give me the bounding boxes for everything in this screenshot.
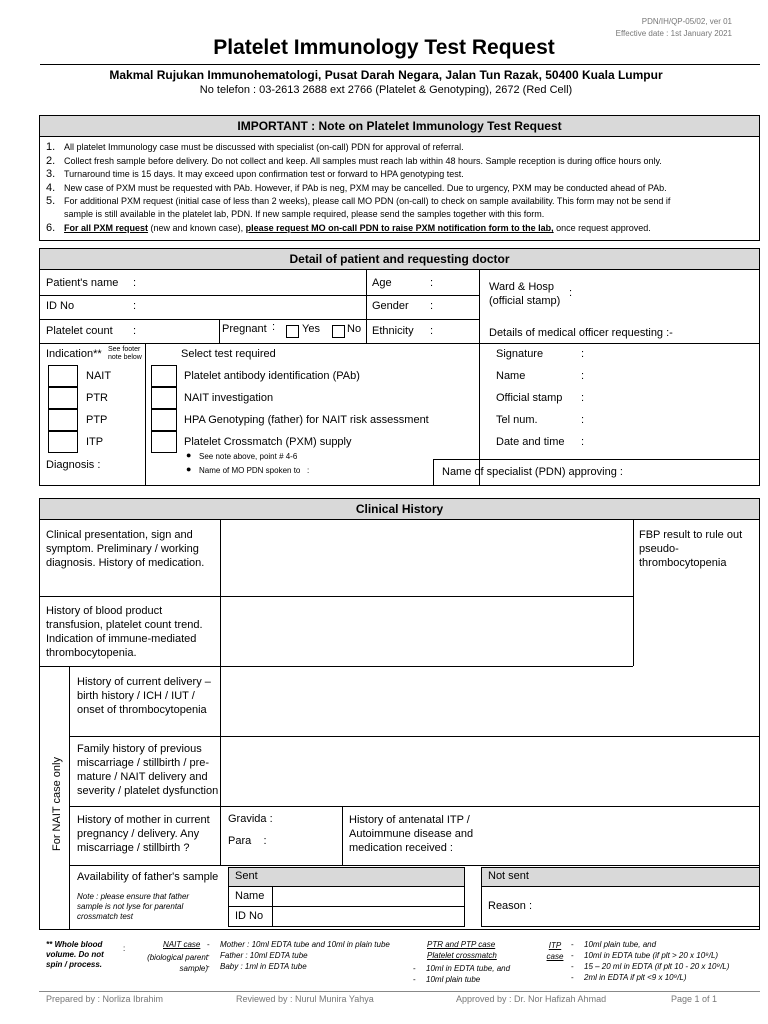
nait-baby-sample: Baby : 1ml in EDTA tube (220, 962, 307, 971)
pregnant-no-label: No (347, 323, 362, 335)
father-id-label: ID No (235, 910, 264, 922)
dash: - (571, 973, 574, 982)
nait-father-sample: Father : 10ml EDTA tube (220, 951, 308, 960)
indication-ptp-checkbox[interactable] (48, 409, 78, 431)
specialist-approving-label: Name of specialist (PDN) approving : (442, 466, 623, 478)
family-history-label: Family history of previous miscarriage / stillbirth / pre-mature / NAIT delivery and severity / platelet dysfunction (77, 743, 219, 797)
test-nait-checkbox[interactable] (151, 387, 177, 409)
mo-date-label: Date and time (496, 436, 565, 448)
platelet-count-label: Platelet count (46, 325, 113, 337)
prepared-by: Prepared by : Norliza Ibrahim (46, 994, 164, 1004)
nait-only-wrapper (46, 757, 66, 851)
effective-date: Effective date : 1st January 2021 (615, 29, 732, 38)
colon: : (272, 321, 276, 333)
colon: : (430, 277, 434, 289)
father-name-input[interactable] (273, 887, 464, 906)
important-item: 6. For all PXM request (new and known case), please request MO on-call PDN to raise PXM notification form to the lab, once request approved. (46, 222, 651, 234)
mo-name-label: Name (496, 370, 526, 382)
reason-label: Reason : (488, 900, 533, 912)
bullet-icon: ● (186, 464, 192, 474)
important-item: 5. For additional PXM request (initial case of less than 2 weeks), please call MO PDN (on-call) to check on sample availability. This form may not be send if (46, 195, 671, 207)
test-pxm-label: Platelet Crossmatch (PXM) supply (184, 436, 352, 448)
father-sample-note: Note : please ensure that father sample is not lyse for parental crossmatch test (77, 892, 190, 921)
ptr-ptp-case-label: PTR and PTP case (427, 940, 496, 949)
important-item: 4. New case of PXM must be requested with PAb. However, if PAb is neg, PXM may be cancelled. Due to urgency, PXM may be conducted ahead of PAb. (46, 181, 667, 194)
lab-address: Makmal Rujukan Immunohematologi, Pusat Darah Negara, Jalan Tun Razak, 50400 Kuala Lumpur (109, 68, 663, 82)
indication-nait-checkbox[interactable] (48, 365, 78, 387)
colon: : (133, 325, 137, 337)
test-hpa-label: HPA Genotyping (father) for NAIT risk assessment (184, 414, 429, 426)
biological-parent-label: (biological parent sample) (147, 953, 208, 973)
colon: : (307, 466, 310, 475)
test-pab-checkbox[interactable] (151, 365, 177, 387)
whole-blood-note: ** Whole blood volume. Do not spin / process. (46, 940, 104, 969)
para-label: Para : (228, 835, 267, 847)
itp-case-label: ITP case (546, 941, 564, 961)
colon: : (581, 414, 585, 426)
platelet-crossmatch-label: Platelet crossmatch (427, 951, 497, 960)
patient-name-label: Patient's name (46, 277, 119, 289)
mo-stamp-label: Official stamp (496, 392, 563, 404)
dash: - (207, 940, 210, 949)
blood-product-history-label: History of blood product transfusion, platelet count trend. Indication of immune-mediated thrombocytopenia. (46, 605, 203, 659)
nait-case-label: NAIT case (163, 940, 201, 949)
father-id-input[interactable] (273, 907, 464, 926)
bullet-icon: ● (186, 450, 192, 460)
age-label: Age (372, 277, 392, 289)
colon: : (569, 287, 573, 299)
ptr-edta-sample: 10ml in EDTA tube, and (426, 964, 511, 973)
dash: - (413, 975, 416, 984)
reviewed-by: Reviewed by : Nurul Munira Yahya (236, 994, 374, 1004)
not-sent-label[interactable]: Not sent (488, 870, 529, 882)
sent-label[interactable]: Sent (235, 870, 258, 882)
father-name-label: Name (235, 890, 265, 902)
colon: : (581, 436, 585, 448)
page-number: Page 1 of 1 (671, 994, 718, 1004)
page-title: Platelet Immunology Test Request (213, 36, 555, 59)
father-sample-label: Availability of father's sample (77, 871, 219, 883)
important-heading: IMPORTANT : Note on Platelet Immunology Test Request (237, 119, 562, 133)
important-item: 3. Turnaround time is 15 days. It may exceed upon confirmation test or forward to HPA genotyping test. (46, 168, 464, 180)
pregnant-label: Pregnant (222, 323, 267, 335)
indication-ptr-checkbox[interactable] (48, 387, 78, 409)
pregnant-no-checkbox[interactable] (332, 325, 345, 338)
patient-heading: Detail of patient and requesting doctor (289, 252, 510, 266)
nait-mother-sample: Mother : 10ml EDTA tube and 10ml in plain tube (220, 940, 390, 949)
test-pab-label: Platelet antibody identification (PAb) (184, 370, 360, 382)
dash: - (207, 951, 210, 960)
mother-history-label: History of mother in current pregnancy / delivery. Any miscarriage / stillbirth ? (77, 814, 210, 854)
itp-edta-low: 2ml in EDTA if plt <9 x 10⁹/L) (584, 973, 687, 982)
colon: : (123, 944, 126, 953)
indication-ptr-label: PTR (86, 392, 108, 404)
gravida-label: Gravida : (228, 813, 273, 825)
select-test-label: Select test required (181, 348, 276, 360)
indication-label: Indication** (46, 348, 102, 360)
itp-plain-sample: 10ml plain tube, and (584, 940, 657, 949)
indication-itp-checkbox[interactable] (48, 431, 78, 453)
important-list (46, 141, 756, 236)
dash: - (207, 962, 210, 971)
mo-signature-label: Signature (496, 348, 544, 360)
important-item: 1. All platelet Immunology case must be discussed with specialist (on-call) PDN for approval of referral. (46, 141, 464, 153)
ethnicity-label: Ethnicity (372, 325, 414, 337)
fbp-result-label: FBP result to rule out pseudo-thrombocytopenia (639, 529, 743, 569)
important-item: sample is still available in the platelet lab, PDN. If new sample required, please send the samples together with this form. (64, 208, 545, 219)
indication-ptp-label: PTP (86, 414, 108, 426)
colon: : (133, 300, 137, 312)
sent-header (228, 867, 465, 887)
lab-phone: No telefon : 03-2613 2688 ext 2766 (Platelet & Genotyping), 2672 (Red Cell) (199, 84, 573, 96)
doc-reference: PDN/IH/QP-05/02, ver 01 (641, 17, 732, 26)
footer-note-ref: See footer note below (108, 346, 142, 361)
colon: : (133, 277, 137, 289)
dash: - (571, 951, 574, 960)
ward-hosp-label: Ward & Hosp (489, 281, 555, 293)
test-pxm-checkbox[interactable] (151, 431, 177, 453)
mo-tel-label: Tel num. (496, 414, 538, 426)
test-hpa-checkbox[interactable] (151, 409, 177, 431)
itp-edta-mid: 15 – 20 ml in EDTA (if plt 10 - 20 x 10⁹/L) (584, 962, 730, 971)
colon: : (581, 370, 585, 382)
pregnant-yes-checkbox[interactable] (286, 325, 299, 338)
important-item: 2. Collect fresh sample before delivery. Do not collect and keep. All samples must reach lab within 48 hours. Sample reception is during office hours only. (46, 154, 662, 167)
note-point-4-6: See note above, point # 4-6 (199, 452, 298, 461)
gender-label: Gender (372, 300, 409, 312)
antenatal-history-label: History of antenatal ITP / Autoimmune disease and medication received : (349, 814, 474, 854)
test-nait-label: NAIT investigation (184, 392, 274, 404)
indication-nait-label: NAIT (86, 370, 112, 382)
colon: : (581, 348, 585, 360)
colon: : (430, 300, 434, 312)
approved-by: Approved by : Dr. Nor Hafizah Ahmad (456, 994, 607, 1004)
dash: - (571, 962, 574, 971)
nait-only-label: For NAIT case only (51, 757, 63, 851)
pregnant-yes-label: Yes (302, 323, 320, 335)
dash: - (571, 940, 574, 949)
current-delivery-label: History of current delivery – birth history / ICH / IUT / onset of thrombocytopenia (77, 676, 211, 716)
id-no-label: ID No (46, 300, 75, 312)
mo-details-label: Details of medical officer requesting :- (489, 327, 673, 339)
dash: - (413, 964, 416, 973)
clinical-presentation-label: Clinical presentation, sign and symptom. Preliminary / working diagnosis. History of medication. (46, 529, 205, 569)
colon: : (581, 392, 585, 404)
patient-section (39, 248, 760, 486)
colon: : (430, 325, 434, 337)
indication-itp-label: ITP (86, 436, 104, 448)
official-stamp-label: (official stamp) (489, 295, 561, 307)
clinical-heading: Clinical History (355, 502, 444, 516)
itp-edta-high: 10ml in EDTA tube (if plt > 20 x 10⁹/L) (584, 951, 719, 960)
mo-pdn-spoken-label: Name of MO PDN spoken to (199, 466, 301, 475)
diagnosis-label: Diagnosis : (46, 459, 101, 471)
ptr-plain-sample: 10ml plain tube (426, 975, 481, 984)
